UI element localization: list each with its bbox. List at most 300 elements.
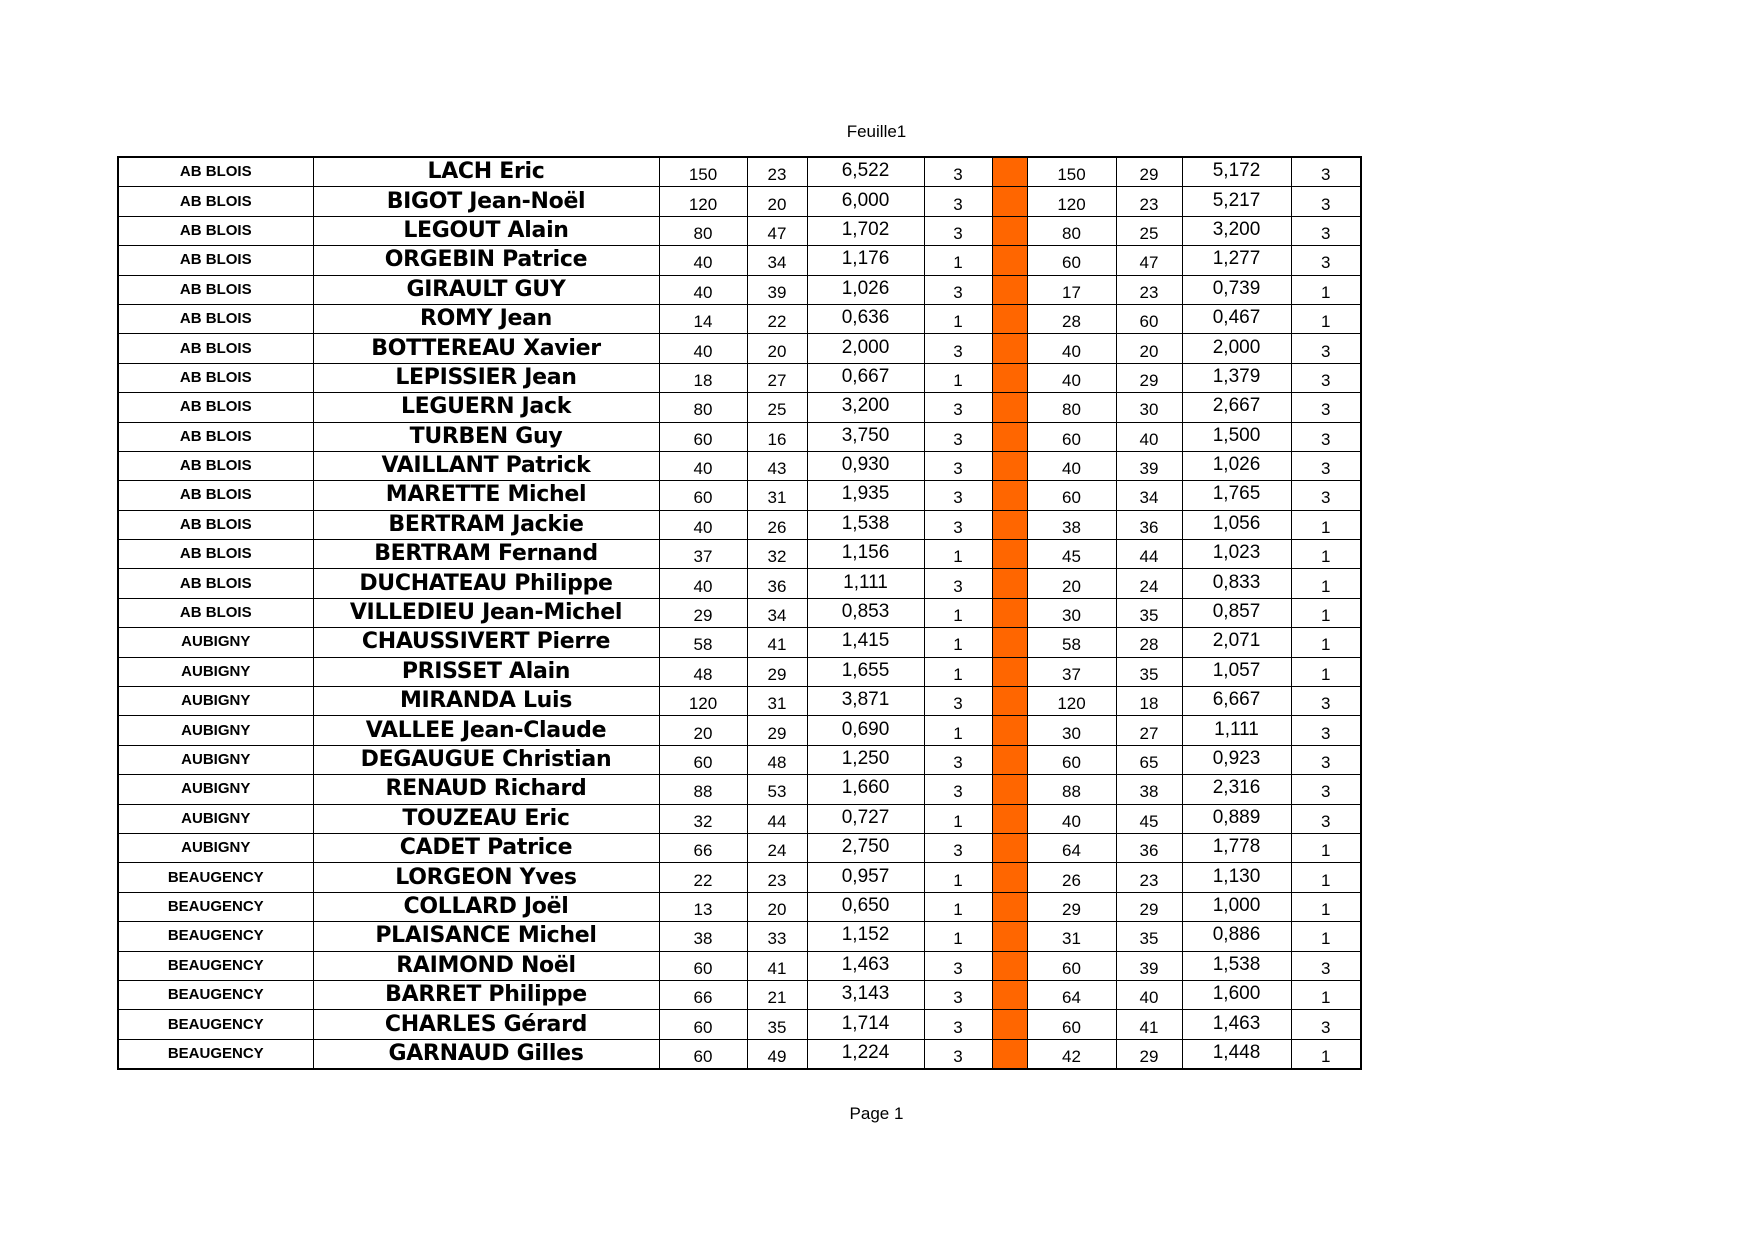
average-1-value: 3,200	[841, 395, 890, 417]
reprises-1-cell	[747, 775, 807, 804]
reprises-1-cell	[747, 745, 807, 774]
points-1-value: 40	[693, 517, 713, 537]
average-2-cell	[1182, 1010, 1291, 1039]
match-points-2-value: 3	[1321, 782, 1331, 802]
points-1-cell	[659, 863, 747, 892]
separator-cell	[992, 833, 1027, 862]
reprises-2-value: 38	[1139, 782, 1159, 802]
reprises-1-cell	[747, 657, 807, 686]
match-points-2-value: 3	[1321, 811, 1331, 831]
club-cell: AB BLOIS	[118, 569, 313, 598]
reprises-1-value: 39	[767, 282, 787, 302]
average-2-cell	[1182, 833, 1291, 862]
average-1-value: 2,000	[841, 336, 890, 358]
match-points-2-cell	[1291, 892, 1361, 921]
points-1-cell	[659, 833, 747, 862]
player-name-cell: LEGUERN Jack	[313, 393, 659, 422]
reprises-2-cell	[1116, 187, 1182, 216]
match-points-2-value: 1	[1321, 1046, 1331, 1066]
club-cell: AUBIGNY	[118, 833, 313, 862]
reprises-2-cell	[1116, 451, 1182, 480]
points-2-cell	[1027, 892, 1116, 921]
points-2-cell	[1027, 422, 1116, 451]
points-2-value: 60	[1062, 753, 1081, 772]
reprises-2-cell	[1116, 363, 1182, 392]
points-2-cell	[1027, 510, 1116, 539]
points-2-value: 64	[1062, 841, 1081, 861]
match-points-1-cell	[924, 363, 992, 392]
reprises-1-value: 33	[767, 929, 787, 949]
match-points-2-value: 1	[1321, 988, 1331, 1008]
average-1-cell	[807, 216, 924, 245]
points-2-value: 64	[1062, 988, 1081, 1008]
reprises-1-value: 23	[767, 870, 787, 890]
points-2-cell	[1027, 980, 1116, 1009]
reprises-1-cell	[747, 275, 807, 304]
table-row	[118, 863, 1361, 892]
match-points-2-cell	[1291, 216, 1361, 245]
points-1-cell	[659, 481, 747, 510]
points-2-cell	[1027, 598, 1116, 627]
match-points-2-cell	[1291, 304, 1361, 333]
points-2-value: 80	[1062, 400, 1081, 420]
match-points-2-value: 1	[1321, 929, 1331, 949]
reprises-2-value: 23	[1139, 194, 1159, 214]
separator-cell	[992, 363, 1027, 392]
average-2-value: 6,667	[1212, 689, 1261, 711]
points-1-cell	[659, 569, 747, 598]
average-1-cell	[807, 1039, 924, 1069]
points-2-value: 37	[1062, 664, 1081, 684]
club-cell: AB BLOIS	[118, 187, 313, 216]
table-row	[118, 540, 1361, 569]
table-row	[118, 393, 1361, 422]
points-1-value: 40	[693, 282, 713, 302]
match-points-1-cell	[924, 657, 992, 686]
points-2-cell	[1027, 922, 1116, 951]
reprises-1-value: 32	[767, 547, 787, 567]
average-2-cell	[1182, 892, 1291, 921]
average-2-cell	[1182, 569, 1291, 598]
table-row	[118, 481, 1361, 510]
average-1-cell	[807, 716, 924, 745]
match-points-2-value: 3	[1321, 370, 1331, 390]
reprises-2-cell	[1116, 246, 1182, 275]
average-1-cell	[807, 892, 924, 921]
reprises-2-cell	[1116, 334, 1182, 363]
match-points-1-value: 3	[953, 194, 963, 214]
points-1-value: 20	[693, 723, 713, 743]
match-points-1-cell	[924, 687, 992, 716]
average-1-value: 3,871	[841, 689, 890, 711]
average-1-cell	[807, 334, 924, 363]
match-points-2-cell	[1291, 363, 1361, 392]
reprises-1-cell	[747, 1010, 807, 1039]
points-2-value: 45	[1062, 547, 1081, 567]
average-2-cell	[1182, 422, 1291, 451]
reprises-2-cell	[1116, 1010, 1182, 1039]
club-cell: AB BLOIS	[118, 422, 313, 451]
average-2-cell	[1182, 922, 1291, 951]
reprises-2-cell	[1116, 540, 1182, 569]
club-cell: AB BLOIS	[118, 246, 313, 275]
average-1-value: 1,415	[841, 630, 890, 652]
separator-cell	[992, 246, 1027, 275]
average-2-value: 3,200	[1212, 218, 1261, 240]
average-2-value: 1,463	[1212, 1012, 1261, 1034]
player-name-cell: GARNAUD Gilles	[313, 1039, 659, 1069]
average-1-value: 1,463	[841, 953, 890, 975]
average-1-cell	[807, 157, 924, 187]
points-1-cell	[659, 1010, 747, 1039]
reprises-2-cell	[1116, 393, 1182, 422]
points-2-value: 60	[1062, 253, 1081, 273]
page-number: Page 1	[849, 1104, 904, 1123]
table-row	[118, 892, 1361, 921]
match-points-2-value: 3	[1321, 459, 1331, 479]
separator-cell	[992, 775, 1027, 804]
average-2-value: 1,000	[1212, 894, 1261, 916]
average-1-value: 1,714	[841, 1012, 890, 1034]
average-1-cell	[807, 569, 924, 598]
reprises-1-value: 35	[767, 1017, 787, 1037]
points-2-value: 40	[1062, 811, 1081, 831]
table-row	[118, 951, 1361, 980]
table-row	[118, 1039, 1361, 1069]
match-points-2-value: 1	[1321, 899, 1331, 919]
reprises-2-value: 40	[1139, 429, 1159, 449]
points-2-value: 60	[1062, 429, 1081, 449]
separator-cell	[992, 275, 1027, 304]
player-name-cell: MIRANDA Luis	[313, 687, 659, 716]
reprises-2-cell	[1116, 481, 1182, 510]
reprises-1-value: 21	[767, 988, 787, 1008]
average-2-value: 1,600	[1212, 983, 1261, 1005]
match-points-1-cell	[924, 1010, 992, 1039]
average-2-value: 0,923	[1212, 748, 1261, 769]
average-1-cell	[807, 393, 924, 422]
match-points-1-cell	[924, 540, 992, 569]
points-2-cell	[1027, 804, 1116, 833]
points-1-value: 37	[693, 547, 713, 567]
club-cell: BEAUGENCY	[118, 951, 313, 980]
reprises-1-value: 27	[767, 370, 787, 390]
average-2-value: 2,316	[1212, 777, 1261, 799]
match-points-2-cell	[1291, 775, 1361, 804]
average-1-cell	[807, 775, 924, 804]
points-1-cell	[659, 510, 747, 539]
reprises-1-value: 26	[767, 517, 787, 537]
points-2-cell	[1027, 157, 1116, 187]
average-1-value: 0,636	[841, 307, 890, 329]
reprises-2-cell	[1116, 304, 1182, 333]
match-points-2-cell	[1291, 951, 1361, 980]
reprises-2-value: 18	[1139, 694, 1159, 714]
average-2-cell	[1182, 246, 1291, 275]
reprises-1-cell	[747, 422, 807, 451]
club-cell: AUBIGNY	[118, 775, 313, 804]
separator-cell	[992, 716, 1027, 745]
reprises-2-value: 39	[1139, 958, 1159, 978]
points-1-cell	[659, 540, 747, 569]
match-points-2-cell	[1291, 1010, 1361, 1039]
player-name-cell: GIRAULT GUY	[313, 275, 659, 304]
club-cell: AB BLOIS	[118, 481, 313, 510]
sheet-title: Feuille1	[846, 122, 907, 141]
points-1-cell	[659, 363, 747, 392]
points-2-value: 26	[1062, 870, 1081, 890]
average-1-cell	[807, 422, 924, 451]
match-points-1-cell	[924, 863, 992, 892]
reprises-1-value: 44	[767, 811, 787, 831]
average-2-value: 1,057	[1212, 659, 1261, 681]
match-points-1-cell	[924, 1039, 992, 1069]
match-points-1-cell	[924, 598, 992, 627]
average-1-cell	[807, 510, 924, 539]
average-2-cell	[1182, 510, 1291, 539]
points-2-value: 29	[1062, 899, 1081, 919]
average-1-value: 3,750	[841, 424, 890, 446]
player-name-cell: CHAUSSIVERT Pierre	[313, 628, 659, 657]
table-row	[118, 1010, 1361, 1039]
match-points-2-cell	[1291, 833, 1361, 862]
match-points-1-value: 1	[953, 929, 963, 949]
points-1-cell	[659, 745, 747, 774]
average-1-value: 2,750	[841, 836, 890, 858]
points-2-value: 17	[1062, 282, 1081, 302]
reprises-2-cell	[1116, 510, 1182, 539]
reprises-2-value: 60	[1139, 312, 1159, 332]
match-points-1-cell	[924, 157, 992, 187]
reprises-2-value: 23	[1139, 282, 1159, 302]
reprises-1-cell	[747, 833, 807, 862]
points-2-cell	[1027, 481, 1116, 510]
club-cell: AUBIGNY	[118, 745, 313, 774]
match-points-1-cell	[924, 716, 992, 745]
match-points-1-cell	[924, 951, 992, 980]
points-1-cell	[659, 246, 747, 275]
reprises-1-value: 20	[767, 341, 787, 361]
separator-cell	[992, 540, 1027, 569]
player-name-cell: BERTRAM Jackie	[313, 510, 659, 539]
points-2-value: 80	[1062, 223, 1081, 243]
reprises-2-value: 23	[1139, 870, 1159, 890]
separator-cell	[992, 451, 1027, 480]
match-points-1-value: 3	[953, 282, 963, 302]
reprises-1-cell	[747, 569, 807, 598]
average-2-value: 2,071	[1212, 630, 1261, 652]
club-cell: AB BLOIS	[118, 451, 313, 480]
match-points-2-cell	[1291, 863, 1361, 892]
club-cell: AB BLOIS	[118, 216, 313, 245]
points-2-value: 120	[1057, 694, 1086, 714]
match-points-1-value: 1	[953, 253, 963, 273]
separator-cell	[992, 1010, 1027, 1039]
points-2-value: 150	[1057, 165, 1086, 185]
reprises-1-value: 16	[767, 429, 787, 449]
player-name-cell: COLLARD Joël	[313, 892, 659, 921]
match-points-2-cell	[1291, 510, 1361, 539]
average-1-value: 0,690	[841, 718, 890, 740]
average-2-value: 1,277	[1212, 248, 1261, 270]
reprises-2-value: 39	[1139, 459, 1159, 479]
reprises-2-cell	[1116, 951, 1182, 980]
table-row	[118, 334, 1361, 363]
average-2-value: 1,056	[1212, 512, 1261, 534]
points-2-value: 30	[1062, 723, 1081, 743]
points-1-value: 120	[688, 194, 718, 214]
table-row	[118, 304, 1361, 333]
points-2-cell	[1027, 951, 1116, 980]
table-row	[118, 745, 1361, 774]
club-cell: BEAUGENCY	[118, 1039, 313, 1069]
average-1-cell	[807, 451, 924, 480]
match-points-2-value: 3	[1321, 223, 1331, 243]
reprises-1-value: 43	[767, 459, 787, 479]
points-2-cell	[1027, 657, 1116, 686]
reprises-1-value: 24	[767, 841, 787, 861]
points-1-value: 66	[693, 841, 713, 861]
separator-cell	[992, 628, 1027, 657]
points-2-value: 42	[1062, 1046, 1081, 1066]
match-points-1-value: 3	[953, 459, 963, 479]
average-1-cell	[807, 804, 924, 833]
reprises-2-value: 29	[1139, 165, 1159, 185]
average-2-cell	[1182, 393, 1291, 422]
match-points-2-cell	[1291, 393, 1361, 422]
average-2-value: 1,538	[1212, 953, 1261, 975]
points-2-value: 60	[1062, 958, 1081, 978]
match-points-2-value: 3	[1321, 958, 1331, 978]
points-1-cell	[659, 422, 747, 451]
reprises-2-value: 41	[1139, 1017, 1159, 1037]
match-points-2-cell	[1291, 569, 1361, 598]
reprises-1-value: 34	[767, 606, 787, 626]
average-1-cell	[807, 657, 924, 686]
average-2-cell	[1182, 540, 1291, 569]
match-points-1-value: 1	[953, 635, 963, 655]
match-points-2-cell	[1291, 745, 1361, 774]
separator-cell	[992, 304, 1027, 333]
points-2-cell	[1027, 628, 1116, 657]
points-2-cell	[1027, 833, 1116, 862]
points-2-value: 40	[1062, 370, 1081, 390]
points-2-cell	[1027, 745, 1116, 774]
reprises-2-value: 25	[1139, 223, 1159, 243]
points-2-cell	[1027, 1010, 1116, 1039]
points-1-cell	[659, 157, 747, 187]
reprises-1-cell	[747, 216, 807, 245]
average-2-value: 1,379	[1212, 365, 1261, 387]
player-name-cell: TOUZEAU Eric	[313, 804, 659, 833]
average-2-value: 5,217	[1212, 189, 1261, 211]
match-points-2-value: 3	[1321, 429, 1331, 449]
match-points-2-cell	[1291, 687, 1361, 716]
points-1-cell	[659, 716, 747, 745]
match-points-2-cell	[1291, 922, 1361, 951]
points-1-cell	[659, 216, 747, 245]
points-1-value: 60	[693, 1017, 713, 1037]
separator-cell	[992, 687, 1027, 716]
match-points-1-cell	[924, 275, 992, 304]
points-2-cell	[1027, 304, 1116, 333]
match-points-1-cell	[924, 833, 992, 862]
average-1-cell	[807, 863, 924, 892]
match-points-2-cell	[1291, 187, 1361, 216]
separator-cell	[992, 216, 1027, 245]
match-points-1-value: 1	[953, 312, 963, 332]
match-points-1-cell	[924, 334, 992, 363]
match-points-1-value: 3	[953, 988, 963, 1008]
separator-cell	[992, 598, 1027, 627]
player-name-cell: PLAISANCE Michel	[313, 922, 659, 951]
points-2-cell	[1027, 569, 1116, 598]
reprises-1-value: 29	[767, 723, 787, 743]
player-name-cell: BERTRAM Fernand	[313, 540, 659, 569]
reprises-2-cell	[1116, 716, 1182, 745]
separator-cell	[992, 481, 1027, 510]
match-points-1-cell	[924, 569, 992, 598]
average-2-value: 2,000	[1212, 336, 1261, 358]
table-row	[118, 569, 1361, 598]
reprises-1-value: 49	[767, 1046, 787, 1066]
match-points-1-cell	[924, 980, 992, 1009]
average-1-cell	[807, 687, 924, 716]
match-points-2-cell	[1291, 657, 1361, 686]
separator-cell	[992, 980, 1027, 1009]
points-2-cell	[1027, 187, 1116, 216]
reprises-1-cell	[747, 334, 807, 363]
match-points-2-cell	[1291, 716, 1361, 745]
match-points-2-cell	[1291, 598, 1361, 627]
points-2-cell	[1027, 275, 1116, 304]
average-2-cell	[1182, 598, 1291, 627]
average-2-cell	[1182, 775, 1291, 804]
reprises-1-cell	[747, 246, 807, 275]
match-points-2-cell	[1291, 980, 1361, 1009]
average-2-cell	[1182, 334, 1291, 363]
reprises-1-cell	[747, 1039, 807, 1069]
points-2-cell	[1027, 716, 1116, 745]
match-points-1-cell	[924, 393, 992, 422]
average-1-cell	[807, 363, 924, 392]
match-points-1-value: 3	[953, 1017, 963, 1037]
points-1-value: 88	[693, 782, 713, 802]
club-cell: AB BLOIS	[118, 275, 313, 304]
reprises-2-cell	[1116, 980, 1182, 1009]
table-row	[118, 510, 1361, 539]
reprises-2-value: 27	[1139, 723, 1159, 743]
reprises-2-cell	[1116, 216, 1182, 245]
club-cell: AB BLOIS	[118, 540, 313, 569]
reprises-2-value: 35	[1139, 664, 1159, 684]
match-points-1-cell	[924, 187, 992, 216]
points-1-cell	[659, 687, 747, 716]
points-1-value: 13	[693, 899, 713, 919]
reprises-2-cell	[1116, 833, 1182, 862]
points-2-value: 30	[1062, 606, 1081, 626]
average-1-value: 1,152	[841, 924, 890, 946]
match-points-1-cell	[924, 510, 992, 539]
match-points-1-value: 3	[953, 694, 963, 714]
reprises-1-value: 36	[767, 576, 787, 596]
reprises-1-value: 41	[767, 958, 787, 978]
match-points-2-cell	[1291, 804, 1361, 833]
match-points-2-value: 1	[1321, 312, 1331, 332]
reprises-1-value: 47	[767, 223, 787, 243]
match-points-2-cell	[1291, 451, 1361, 480]
average-2-value: 1,765	[1212, 483, 1261, 505]
